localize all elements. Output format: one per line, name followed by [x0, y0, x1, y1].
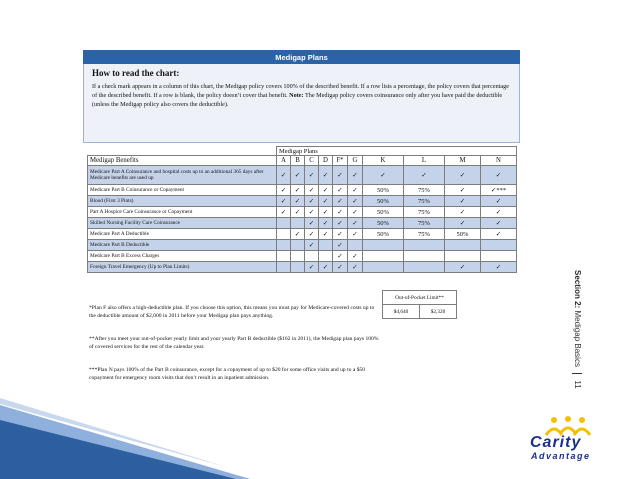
plan-header: G: [348, 156, 363, 166]
header-spacer: [88, 147, 277, 156]
plan-cell: ✓: [348, 229, 363, 240]
plan-cell: [305, 251, 319, 262]
plan-cell: ✓: [445, 207, 481, 218]
plan-cell: ✓: [291, 229, 305, 240]
plan-cell: ✓: [445, 185, 481, 196]
footnote-out-of-pocket: **After you meet your out-of-pocket yearly limit and your yearly Part B deductible ($162 in 2011), the Medigap plan pays 100% of covered services for the rest of the calendar year.: [89, 336, 379, 350]
plan-cell: ✓: [445, 262, 481, 273]
table-group-header-row: [88, 147, 517, 156]
plan-cell: ✓: [481, 207, 517, 218]
benefit-label: Skilled Nursing Facility Care Coinsurance: [88, 218, 277, 229]
footnote-plan-n: ***Plan N pays 100% of the Part B coinsurance, except for a copayment of up to $20 for some office visits and up to a $50 copayment for emergency room visits that don’t result in an inpatient admission.: [89, 367, 366, 381]
plan-cell: [291, 251, 305, 262]
plan-cell: ✓: [319, 166, 333, 185]
plan-cell: ✓: [445, 166, 481, 185]
plan-cell: ✓: [348, 166, 363, 185]
table-row: [88, 166, 517, 185]
section-topic: Medigap Basics: [572, 310, 582, 367]
table-row: [88, 207, 517, 218]
benefit-label: Medicare Part B Coinsurance or Copayment: [88, 185, 277, 196]
how-to-read-text-1: If a check mark appears in a column of this chart, the Medigap policy covers 100% of the described benefit. If a row lists a percentage, the policy covers that percentage of the described benefit. If a row is blank, the policy doesn’t cover that benefit.: [92, 83, 509, 99]
plan-cell: [277, 262, 291, 273]
plan-header: C: [305, 156, 319, 166]
plan-cell: [363, 251, 404, 262]
plan-header: K: [363, 156, 404, 166]
plan-cell: ✓: [481, 229, 517, 240]
section-label: Section 2:: [572, 270, 582, 309]
plan-cell: ✓: [305, 166, 319, 185]
note-label: Note:: [289, 92, 304, 99]
plan-cell: ✓: [319, 262, 333, 273]
plan-header: L: [404, 156, 445, 166]
plan-cell: ✓: [305, 240, 319, 251]
plan-cell: ✓: [333, 185, 348, 196]
plan-cell: [277, 218, 291, 229]
plan-cell: [319, 240, 333, 251]
plans-group-header: Medigap Plans: [277, 147, 517, 156]
plan-cell: ✓: [348, 185, 363, 196]
plan-cell: ✓: [348, 207, 363, 218]
plan-cell: ✓: [291, 185, 305, 196]
logo-word-advantage: Advantage: [531, 451, 591, 461]
plan-cell: 50%: [363, 229, 404, 240]
plan-cell: [481, 240, 517, 251]
benefit-label: Blood (First 3 Pints): [88, 196, 277, 207]
benefits-column-header: Medigap Benefits: [88, 156, 277, 166]
benefit-label: Medicare Part B Excess Charges: [88, 251, 277, 262]
plan-cell: 50%: [363, 218, 404, 229]
carity-advantage-logo: [522, 415, 607, 465]
table-body: [88, 147, 517, 273]
table-row: [88, 196, 517, 207]
footnote-plan-f: *Plan F also offers a high-deductible plan. If you choose this option, this means you must pay for Medicare-covered costs up to the deductible amount of $2,000 in 2011 before your Medigap plan pays anything.: [89, 305, 375, 319]
out-of-pocket-label: Out-of-Pocket Limit**: [383, 291, 457, 305]
how-to-read-text-2: The Medigap policy covers coinsurance only after you have paid the deductible (unless the Medigap policy also covers the deductible).: [92, 92, 503, 108]
plan-cell: ✓: [333, 207, 348, 218]
benefit-label: Foreign Travel Emergency (Up to Plan Limits): [88, 262, 277, 273]
plan-cell: [445, 240, 481, 251]
plan-cell: [404, 262, 445, 273]
plan-cell: 50%: [363, 207, 404, 218]
plan-cell: ✓: [348, 262, 363, 273]
plan-cell: ✓: [319, 229, 333, 240]
plan-cell: ✓: [445, 196, 481, 207]
out-of-pocket-k: $4,640: [383, 305, 420, 319]
plan-cell: ✓: [305, 185, 319, 196]
plan-cell: ✓: [305, 218, 319, 229]
plan-cell: ✓: [319, 185, 333, 196]
plan-cell: ✓: [291, 196, 305, 207]
table-row: [88, 218, 517, 229]
plan-cell: ✓: [333, 262, 348, 273]
plan-cell: ✓: [319, 196, 333, 207]
section-divider: [572, 373, 582, 374]
plan-cell: ✓: [404, 166, 445, 185]
plan-cell: 75%: [404, 196, 445, 207]
plan-cell: ✓: [305, 262, 319, 273]
plan-cell: [277, 240, 291, 251]
plan-cell: ✓: [348, 218, 363, 229]
medigap-plans-table: [87, 146, 517, 273]
plan-cell: [445, 251, 481, 262]
plan-cell: ✓: [333, 229, 348, 240]
plan-cell: ✓: [277, 207, 291, 218]
how-to-read-box: [83, 64, 520, 143]
plan-cell: ✓: [277, 166, 291, 185]
plan-cell: [481, 251, 517, 262]
plan-cell: ✓: [333, 251, 348, 262]
plan-cell: [291, 218, 305, 229]
plan-header: D: [319, 156, 333, 166]
plan-header: N: [481, 156, 517, 166]
plan-cell: [291, 262, 305, 273]
plan-cell: 75%: [404, 218, 445, 229]
plan-cell: ✓: [319, 218, 333, 229]
plan-cell: [363, 240, 404, 251]
table-row: [88, 229, 517, 240]
plan-header: A: [277, 156, 291, 166]
plan-cell: ✓: [333, 196, 348, 207]
table-row: [88, 240, 517, 251]
plan-cell: ✓: [333, 240, 348, 251]
benefit-label: Medicare Part B Deductible: [88, 240, 277, 251]
plan-cell: ✓: [291, 166, 305, 185]
plan-cell: ✓: [305, 229, 319, 240]
table-row: [88, 185, 517, 196]
plan-cell: ✓: [291, 207, 305, 218]
plan-cell: ✓: [481, 218, 517, 229]
plan-cell: ✓: [319, 207, 333, 218]
plan-cell: ✓: [333, 166, 348, 185]
plan-cell: ✓: [363, 166, 404, 185]
plan-cell: ✓: [348, 251, 363, 262]
plan-cell: [277, 229, 291, 240]
plan-cell: 50%: [363, 185, 404, 196]
plan-header: B: [291, 156, 305, 166]
plan-cell: ✓: [277, 185, 291, 196]
plan-cell: ✓: [481, 262, 517, 273]
plan-cell: ✓: [481, 166, 517, 185]
plan-cell: ✓: [481, 196, 517, 207]
plan-cell: ✓: [445, 218, 481, 229]
plan-cell: ✓: [333, 218, 348, 229]
how-to-read-text: [92, 82, 511, 109]
benefit-label: Part A Hospice Care Coinsurance or Copayment: [88, 207, 277, 218]
plan-cell: ✓: [348, 196, 363, 207]
section-side-label: [572, 270, 582, 389]
plan-cell: [291, 240, 305, 251]
plan-cell: [404, 251, 445, 262]
plan-header: M: [445, 156, 481, 166]
plan-header: F*: [333, 156, 348, 166]
plan-cell: 75%: [404, 207, 445, 218]
plan-cell: 75%: [404, 229, 445, 240]
out-of-pocket-l: $2,320: [420, 305, 457, 319]
out-of-pocket-table: [382, 290, 457, 319]
chart-title-bar: [83, 50, 520, 64]
plan-cell: 50%: [445, 229, 481, 240]
page-number: 11: [572, 380, 582, 389]
plan-cell: [404, 240, 445, 251]
logo-word-carity: Carity: [530, 434, 582, 451]
benefit-label: Medicare Part A Deductible: [88, 229, 277, 240]
table-row: [88, 251, 517, 262]
table-header-row: [88, 156, 517, 166]
benefit-label: Medicare Part A Coinsurance and hospital costs up to an additional 365 days after Medicare benefits are used up: [88, 166, 277, 185]
plan-cell: ✓: [305, 196, 319, 207]
plan-cell: [348, 240, 363, 251]
chart-title: Medigap Plans: [275, 52, 328, 62]
plan-cell: [319, 251, 333, 262]
how-to-read-heading: How to read the chart:: [92, 68, 180, 78]
table-row: [88, 262, 517, 273]
plan-cell: ✓: [305, 207, 319, 218]
plan-cell: 50%: [363, 196, 404, 207]
plan-cell: [363, 262, 404, 273]
plan-cell: 75%: [404, 185, 445, 196]
plan-cell: ✓***: [481, 185, 517, 196]
plan-cell: ✓: [277, 196, 291, 207]
plan-cell: [277, 251, 291, 262]
